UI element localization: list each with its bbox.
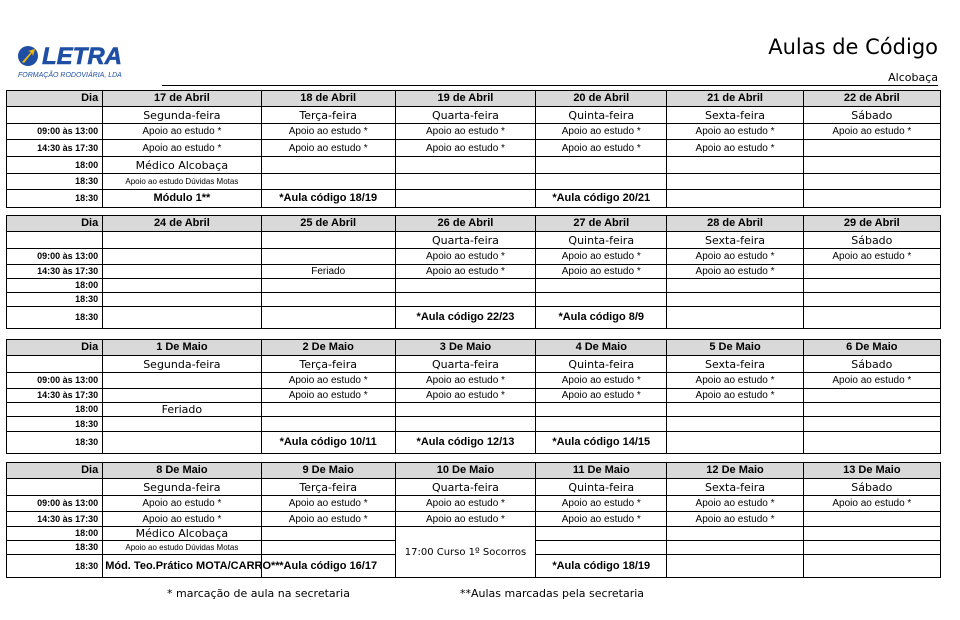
schedule-cell bbox=[803, 279, 940, 293]
date-cell: 5 De Maio bbox=[667, 340, 803, 356]
schedule-cell bbox=[536, 527, 667, 541]
empty-label-cell bbox=[7, 107, 103, 124]
time-label-cell: 09:00 às 13:00 bbox=[7, 249, 103, 265]
schedule-cell bbox=[803, 541, 940, 555]
footnote-booking: * marcação de aula na secretaria bbox=[167, 587, 350, 600]
schedule-cell bbox=[667, 293, 803, 307]
schedule-cell: Apoio ao estudo * bbox=[395, 373, 535, 389]
time-slot-row bbox=[7, 307, 941, 329]
schedule-cell: Apoio ao estudo * bbox=[536, 249, 667, 265]
day-label-cell: Dia bbox=[7, 216, 103, 232]
schedule-cell bbox=[103, 265, 261, 279]
schedule-cell bbox=[395, 417, 535, 432]
schedule-cell bbox=[261, 541, 395, 555]
week-table bbox=[6, 462, 941, 578]
schedule-cell bbox=[395, 293, 535, 307]
schedule-cell: Apoio ao estudo * bbox=[261, 124, 395, 140]
schedule-cell: Apoio ao estudo * bbox=[536, 124, 667, 140]
schedule-cell bbox=[803, 432, 940, 454]
time-slot-row bbox=[7, 157, 941, 174]
weekday-cell: Sábado bbox=[803, 107, 940, 124]
schedule-cell bbox=[103, 417, 261, 432]
time-label-cell: 18:30 bbox=[7, 432, 103, 454]
time-label-cell: 18:30 bbox=[7, 190, 103, 208]
empty-label-cell bbox=[7, 479, 103, 496]
time-slot-row bbox=[7, 293, 941, 307]
schedule-cell: *Aula código 20/21 bbox=[536, 190, 667, 208]
schedule-cell: Apoio ao estudo * bbox=[536, 265, 667, 279]
schedule-cell bbox=[667, 555, 803, 578]
schedule-cell bbox=[803, 174, 940, 190]
schedule-cell: Apoio ao estudo * bbox=[261, 140, 395, 157]
week-table bbox=[6, 339, 941, 454]
weekday-cell: Sexta-feira bbox=[667, 356, 803, 373]
schedule-cell: Apoio ao estudo * bbox=[803, 249, 940, 265]
schedule-cell bbox=[261, 279, 395, 293]
schedule-cell: Apoio ao estudo * bbox=[536, 512, 667, 527]
schedule-cell: Apoio ao estudo * bbox=[261, 512, 395, 527]
schedule-cell bbox=[536, 293, 667, 307]
date-cell: 20 de Abril bbox=[536, 91, 667, 107]
schedule-cell bbox=[803, 403, 940, 417]
schedule-cell bbox=[395, 174, 535, 190]
schedule-cell: *Aula código 12/13 bbox=[395, 432, 535, 454]
date-cell: 11 De Maio bbox=[536, 463, 667, 479]
time-label-cell: 14:30 às 17:30 bbox=[7, 140, 103, 157]
schedule-cell: Feriado bbox=[103, 403, 261, 417]
time-slot-row bbox=[7, 527, 941, 541]
schedule-cell bbox=[667, 174, 803, 190]
schedule-cell: Feriado bbox=[261, 265, 395, 279]
schedule-cell bbox=[803, 512, 940, 527]
schedule-cell: Apoio ao estudo * bbox=[667, 389, 803, 403]
schedule-cell bbox=[667, 190, 803, 208]
schedule-cell bbox=[667, 157, 803, 174]
time-slot-row bbox=[7, 432, 941, 454]
weekday-cell: Terça-feira bbox=[261, 107, 395, 124]
date-cell: 18 de Abril bbox=[261, 91, 395, 107]
time-label-cell: 18:30 bbox=[7, 541, 103, 555]
schedule-cell: Apoio ao estudo * bbox=[261, 389, 395, 403]
schedule-cell bbox=[103, 293, 261, 307]
date-cell: 6 De Maio bbox=[803, 340, 940, 356]
date-cell: 27 de Abril bbox=[536, 216, 667, 232]
date-header-row bbox=[7, 463, 941, 479]
schedule-cell bbox=[803, 265, 940, 279]
schedule-cell: Módulo 1** bbox=[103, 190, 261, 208]
schedule-cell: Apoio ao estudo Dúvidas Motas bbox=[103, 541, 261, 555]
schedule-cell bbox=[536, 279, 667, 293]
time-label-cell: 18:30 bbox=[7, 555, 103, 578]
time-label-cell: 18:00 bbox=[7, 527, 103, 541]
weekday-cell: Sábado bbox=[803, 356, 940, 373]
date-cell: 28 de Abril bbox=[667, 216, 803, 232]
schedule-cell bbox=[261, 417, 395, 432]
date-header-row bbox=[7, 340, 941, 356]
schedule-cell: Apoio ao estudo * bbox=[803, 496, 940, 512]
schedule-cell bbox=[103, 307, 261, 329]
date-cell: 12 De Maio bbox=[667, 463, 803, 479]
schedule-cell bbox=[667, 541, 803, 555]
weekday-cell: Quarta-feira bbox=[395, 107, 535, 124]
date-cell: 3 De Maio bbox=[395, 340, 535, 356]
schedule-cell: Apoio ao estudo * bbox=[395, 249, 535, 265]
weekday-cell: Segunda-feira bbox=[103, 479, 261, 496]
schedule-cell bbox=[395, 279, 535, 293]
schedule-cell: Apoio ao estudo * bbox=[536, 389, 667, 403]
schedule-cell bbox=[103, 373, 261, 389]
schedule-cell: *Aula código 8/9 bbox=[536, 307, 667, 329]
location-label: Alcobaça bbox=[888, 71, 938, 84]
date-cell: 24 de Abril bbox=[103, 216, 261, 232]
schedule-cell: Apoio ao estudo * bbox=[667, 265, 803, 279]
schedule-cell: Médico Alcobaça bbox=[103, 157, 261, 174]
weekday-cell: Sábado bbox=[803, 479, 940, 496]
svg-text:FORMAÇÃO RODOVIÁRIA, LDA: FORMAÇÃO RODOVIÁRIA, LDA bbox=[18, 72, 122, 79]
date-cell: 17 de Abril bbox=[103, 91, 261, 107]
schedule-cell: Mód. Teo.Prático MOTA/CARRO** bbox=[103, 555, 261, 578]
schedule-cell: Apoio ao estudo * bbox=[667, 124, 803, 140]
time-label-cell: 18:00 bbox=[7, 157, 103, 174]
schedule-cell bbox=[395, 190, 535, 208]
time-label-cell: 14:30 às 17:30 bbox=[7, 512, 103, 527]
schedule-cell bbox=[103, 249, 261, 265]
schedule-cell bbox=[667, 403, 803, 417]
schedule-cell bbox=[803, 555, 940, 578]
date-cell: 25 de Abril bbox=[261, 216, 395, 232]
time-label-cell: 18:30 bbox=[7, 307, 103, 329]
schedule-cell: *Aula código 14/15 bbox=[536, 432, 667, 454]
weekday-cell: Quinta-feira bbox=[536, 232, 667, 249]
schedule-cell: *Aula código 16/17 bbox=[261, 555, 395, 578]
weekday-cell: Sábado bbox=[803, 232, 940, 249]
date-cell: 29 de Abril bbox=[803, 216, 940, 232]
schedule-cell: Apoio ao estudo * bbox=[667, 373, 803, 389]
schedule-cell: *Aula código 18/19 bbox=[261, 190, 395, 208]
schedule-cell: Apoio ao estudo * bbox=[803, 124, 940, 140]
date-header-row bbox=[7, 216, 941, 232]
schedule-cell bbox=[803, 140, 940, 157]
weekday-cell: Quarta-feira bbox=[395, 232, 535, 249]
time-label-cell: 09:00 às 13:00 bbox=[7, 373, 103, 389]
schedule-cell: Apoio ao estudo * bbox=[395, 140, 535, 157]
date-cell: 4 De Maio bbox=[536, 340, 667, 356]
weekday-row bbox=[7, 356, 941, 373]
time-label-cell: 09:00 às 13:00 bbox=[7, 124, 103, 140]
time-slot-row bbox=[7, 265, 941, 279]
weekday-cell bbox=[261, 232, 395, 249]
weekday-cell: Quinta-feira bbox=[536, 479, 667, 496]
schedule-cell bbox=[803, 307, 940, 329]
weekday-cell: Segunda-feira bbox=[103, 107, 261, 124]
schedule-cell: Apoio ao estudo * bbox=[261, 373, 395, 389]
weekday-cell: Quarta-feira bbox=[395, 356, 535, 373]
schedule-cell bbox=[261, 307, 395, 329]
schedule-cell bbox=[803, 417, 940, 432]
week-table bbox=[6, 90, 941, 208]
page-title: Aulas de Código bbox=[768, 35, 938, 59]
weekday-row bbox=[7, 107, 941, 124]
schedule-cell: Apoio ao estudo * bbox=[536, 373, 667, 389]
date-cell: 21 de Abril bbox=[667, 91, 803, 107]
schedule-cell: Apoio ao estudo * bbox=[103, 512, 261, 527]
time-slot-row bbox=[7, 373, 941, 389]
weekday-cell: Quinta-feira bbox=[536, 107, 667, 124]
schedule-cell: Apoio ao estudo * bbox=[395, 512, 535, 527]
schedule-cell: Apoio ao estudo * bbox=[667, 496, 803, 512]
week-table bbox=[6, 215, 941, 329]
schedule-cell bbox=[103, 389, 261, 403]
time-slot-row bbox=[7, 279, 941, 293]
time-slot-row bbox=[7, 417, 941, 432]
weekday-cell: Sexta-feira bbox=[667, 479, 803, 496]
schedule-cell: Apoio ao estudo * bbox=[536, 140, 667, 157]
schedule-cell bbox=[803, 157, 940, 174]
empty-label-cell bbox=[7, 356, 103, 373]
weekday-cell: Sexta-feira bbox=[667, 107, 803, 124]
time-slot-row bbox=[7, 389, 941, 403]
schedule-cell bbox=[103, 279, 261, 293]
schedule-cell bbox=[803, 389, 940, 403]
company-logo bbox=[16, 42, 148, 80]
schedule-cell bbox=[261, 249, 395, 265]
schedule-cell bbox=[667, 417, 803, 432]
time-slot-row bbox=[7, 174, 941, 190]
weekday-cell: Terça-feira bbox=[261, 479, 395, 496]
schedule-cell bbox=[536, 174, 667, 190]
date-header-row bbox=[7, 91, 941, 107]
time-label-cell: 14:30 às 17:30 bbox=[7, 389, 103, 403]
date-cell: 8 De Maio bbox=[103, 463, 261, 479]
schedule-cell bbox=[536, 157, 667, 174]
weekday-cell: Terça-feira bbox=[261, 356, 395, 373]
schedule-cell: Apoio ao estudo Dúvidas Motas bbox=[103, 174, 261, 190]
weekday-cell: Quarta-feira bbox=[395, 479, 535, 496]
schedule-cell: Apoio ao estudo * bbox=[667, 140, 803, 157]
time-label-cell: 18:30 bbox=[7, 293, 103, 307]
time-slot-row bbox=[7, 403, 941, 417]
time-slot-row bbox=[7, 512, 941, 527]
schedule-cell: Apoio ao estudo * bbox=[803, 373, 940, 389]
schedule-cell bbox=[667, 279, 803, 293]
time-label-cell: 18:30 bbox=[7, 174, 103, 190]
date-cell: 10 De Maio bbox=[395, 463, 535, 479]
schedule-cell bbox=[536, 541, 667, 555]
time-label-cell: 18:00 bbox=[7, 403, 103, 417]
schedule-cell: *Aula código 18/19 bbox=[536, 555, 667, 578]
time-label-cell: 18:30 bbox=[7, 417, 103, 432]
schedule-cell: Médico Alcobaça bbox=[103, 527, 261, 541]
date-cell: 13 De Maio bbox=[803, 463, 940, 479]
weekday-cell: Quinta-feira bbox=[536, 356, 667, 373]
schedule-cell bbox=[803, 527, 940, 541]
date-cell: 9 De Maio bbox=[261, 463, 395, 479]
schedule-cell bbox=[395, 157, 535, 174]
schedule-cell bbox=[261, 403, 395, 417]
schedule-cell: Apoio ao estudo * bbox=[667, 512, 803, 527]
schedule-cell: *Aula código 10/11 bbox=[261, 432, 395, 454]
day-label-cell: Dia bbox=[7, 463, 103, 479]
schedule-cell bbox=[536, 403, 667, 417]
day-label-cell: Dia bbox=[7, 340, 103, 356]
schedule-cell: Apoio ao estudo * bbox=[395, 389, 535, 403]
time-slot-row bbox=[7, 124, 941, 140]
schedule-cell bbox=[261, 157, 395, 174]
schedule-cell bbox=[536, 417, 667, 432]
schedule-cell: Apoio ao estudo * bbox=[536, 496, 667, 512]
schedule-cell bbox=[667, 432, 803, 454]
schedule-cell: Apoio ao estudo * bbox=[395, 496, 535, 512]
weekday-cell bbox=[103, 232, 261, 249]
schedule-cell: Apoio ao estudo * bbox=[103, 124, 261, 140]
weekday-cell: Segunda-feira bbox=[103, 356, 261, 373]
schedule-cell bbox=[803, 190, 940, 208]
schedule-cell bbox=[395, 403, 535, 417]
header-divider bbox=[162, 85, 938, 86]
weekday-cell: Sexta-feira bbox=[667, 232, 803, 249]
time-slot-row bbox=[7, 140, 941, 157]
time-label-cell: 09:00 às 13:00 bbox=[7, 496, 103, 512]
schedule-cell bbox=[667, 527, 803, 541]
time-slot-row bbox=[7, 496, 941, 512]
schedule-cell bbox=[261, 527, 395, 541]
date-cell: 1 De Maio bbox=[103, 340, 261, 356]
schedule-cell bbox=[261, 174, 395, 190]
date-cell: 19 de Abril bbox=[395, 91, 535, 107]
event-cell: 17:00 Curso 1º Socorros bbox=[395, 527, 535, 578]
time-label-cell: 14:30 às 17:30 bbox=[7, 265, 103, 279]
schedule-cell: Apoio ao estudo * bbox=[261, 496, 395, 512]
schedule-cell bbox=[103, 432, 261, 454]
schedule-cell: Apoio ao estudo * bbox=[103, 140, 261, 157]
weekday-row bbox=[7, 479, 941, 496]
day-label-cell: Dia bbox=[7, 91, 103, 107]
schedule-cell: *Aula código 22/23 bbox=[395, 307, 535, 329]
time-slot-row bbox=[7, 249, 941, 265]
weekday-row bbox=[7, 232, 941, 249]
date-cell: 22 de Abril bbox=[803, 91, 940, 107]
date-cell: 2 De Maio bbox=[261, 340, 395, 356]
empty-label-cell bbox=[7, 232, 103, 249]
schedule-cell: Apoio ao estudo * bbox=[103, 496, 261, 512]
schedule-cell bbox=[261, 293, 395, 307]
schedule-cell: Apoio ao estudo * bbox=[395, 124, 535, 140]
time-slot-row bbox=[7, 190, 941, 208]
time-label-cell: 18:00 bbox=[7, 279, 103, 293]
schedule-cell bbox=[667, 307, 803, 329]
footnote-secretary: **Aulas marcadas pela secretaria bbox=[460, 587, 645, 600]
schedule-cell: Apoio ao estudo * bbox=[395, 265, 535, 279]
svg-text:LETRA: LETRA bbox=[42, 43, 122, 70]
date-cell: 26 de Abril bbox=[395, 216, 535, 232]
schedule-cell: Apoio ao estudo * bbox=[667, 249, 803, 265]
schedule-cell bbox=[803, 293, 940, 307]
